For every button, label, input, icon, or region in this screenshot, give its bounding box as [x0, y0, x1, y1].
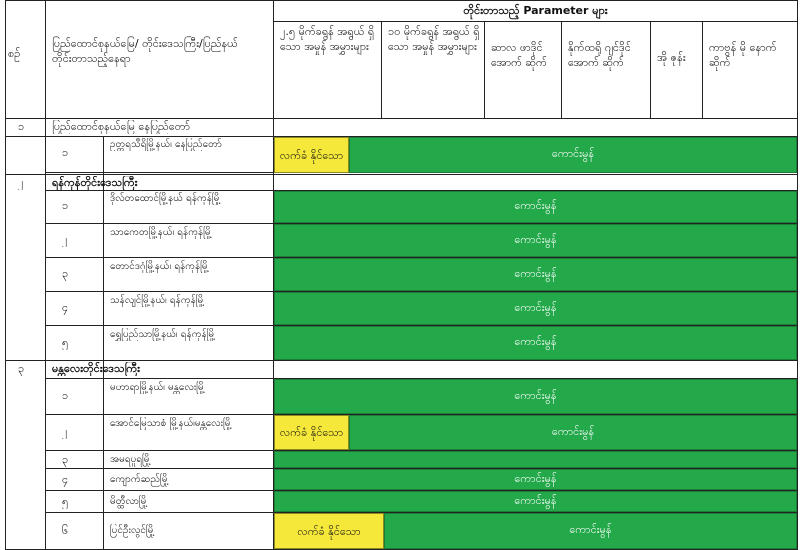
- row-number: ၃: [62, 267, 69, 280]
- grid-line: [103, 136, 104, 550]
- row-location: ပြင်ဦးလွင်မြို့: [110, 525, 155, 536]
- row-number: ၂: [62, 233, 68, 246]
- good-cell: ကောင်းမွန်: [274, 469, 797, 490]
- row-number: ၄: [62, 301, 69, 314]
- region-name: ပြည်ထောင်စုနယ်မြေ နေပြည်တော်: [52, 120, 190, 133]
- grid-line: [5, 174, 798, 175]
- grid-line: [5, 118, 798, 119]
- grid-line: [484, 22, 485, 118]
- param-o3: အို ဇုန်း: [657, 51, 686, 64]
- header-no: စဉ်: [8, 47, 21, 60]
- row-number: ၁: [62, 199, 69, 212]
- header-parameters: တိုင်းတာသည့် Parameter များ: [463, 4, 608, 17]
- row-number: ၂: [62, 425, 68, 438]
- row-location: မိတ္ထီလာမြို့: [110, 496, 148, 507]
- good-cell: ကောင်းမွန်: [274, 224, 797, 257]
- good-cell: ကောင်းမွန်: [274, 292, 797, 325]
- good-cell: ကောင်းမွန်: [274, 191, 797, 223]
- row-number: ၁: [62, 389, 69, 402]
- param-pm25: ၂.၅ မိုက်ခရွန် အရွယ် ရှိသော အမှုန် အမွှားများ: [280, 25, 375, 53]
- grid-line: [561, 22, 562, 118]
- acceptable-cell: လက်ခံ နိုင်သော: [274, 137, 349, 173]
- row-location: တောင်ဒဂုံမြို့နယ်၊ ရန်ကုန်မြို့: [110, 261, 210, 272]
- grid-line: [273, 21, 798, 22]
- good-cell: [274, 451, 797, 468]
- region-name: ရန်ကုန်တိုင်းဒေသကြီး: [52, 176, 138, 189]
- row-location: မဟာရာမြို့နယ်၊ မန္တလေးမြို့: [110, 382, 206, 393]
- region-number: ၂: [18, 176, 24, 189]
- row-number: ၆: [62, 524, 69, 537]
- grid-line: [5, 0, 6, 550]
- row-location: အမရပူရမြို့: [110, 454, 152, 465]
- good-cell: ကောင်းမွန်: [274, 379, 797, 414]
- good-cell: ကောင်းမွန်: [384, 513, 797, 549]
- row-location: အောင်မြေသာစံ မြို့နယ်၊မန္တလေးမြို့: [110, 418, 233, 429]
- row-location: ကျောက်ဆည်မြို့: [110, 474, 169, 485]
- grid-line: [650, 22, 651, 118]
- row-location: သာကေတမြို့နယ်၊ ရန်ကုန်မြို့: [110, 227, 213, 238]
- row-number: ၄: [62, 473, 69, 486]
- row-number: ၅: [62, 495, 69, 508]
- grid-line: [5, 0, 798, 1]
- row-location: ဥတ္တရသီရိမြို့နယ်၊ နေပြည်တော်: [110, 139, 222, 150]
- param-pm10: ၁၀ မိုက်ခရွန် အရွယ် ရှိသော အမှုန် အမွှားများ: [388, 25, 480, 53]
- row-number: ၁: [62, 146, 69, 159]
- good-cell: ကောင်းမွန်: [274, 258, 797, 291]
- header-location: ပြည်ထောင်စုနယ်မြေ/ တိုင်းဒေသကြီး/ပြည်နယ် တိုင်းတာသည့်နေရာ: [52, 37, 238, 65]
- good-cell: ကောင်းမွန်: [274, 326, 797, 360]
- region-name: မန္တလေးတိုင်းဒေသကြီး: [52, 362, 140, 375]
- acceptable-cell: လက်ခံ နိုင်သော: [274, 415, 349, 450]
- param-no2: နိုက်ထရို ဂျင်ဒိုင် အောက် ဆိုက်: [568, 41, 631, 69]
- good-cell: ကောင်းမွန်: [349, 415, 797, 450]
- row-location: ရွှေပြည်သာမြို့နယ်၊ ရန်ကုန်မြို့: [110, 329, 216, 340]
- row-location: ဒိုလ်တထောင်မြို့နယ် ရန်ကုန်မြို့: [110, 193, 221, 204]
- region-number: ၃: [18, 362, 25, 375]
- grid-line: [702, 22, 703, 118]
- row-location: သန်လျင်မြို့နယ်၊ ရန်ကုန်မြို့: [110, 295, 205, 306]
- good-cell: ကောင်းမွန်: [274, 491, 797, 512]
- param-so2: ဆာလ ဖာဒိုင် အောက် ဆိုက်: [491, 41, 547, 69]
- row-number: ၃: [62, 453, 69, 466]
- grid-line: [5, 360, 798, 361]
- region-number: ၁: [18, 120, 25, 133]
- acceptable-cell: လက်ခံ နိုင်သော: [274, 513, 384, 549]
- grid-line: [381, 22, 382, 118]
- row-number: ၅: [62, 336, 69, 349]
- param-co: ကာဗွန် မို နောက် ဆိုက်: [709, 41, 777, 69]
- good-cell: ကောင်းမွန်: [349, 137, 797, 173]
